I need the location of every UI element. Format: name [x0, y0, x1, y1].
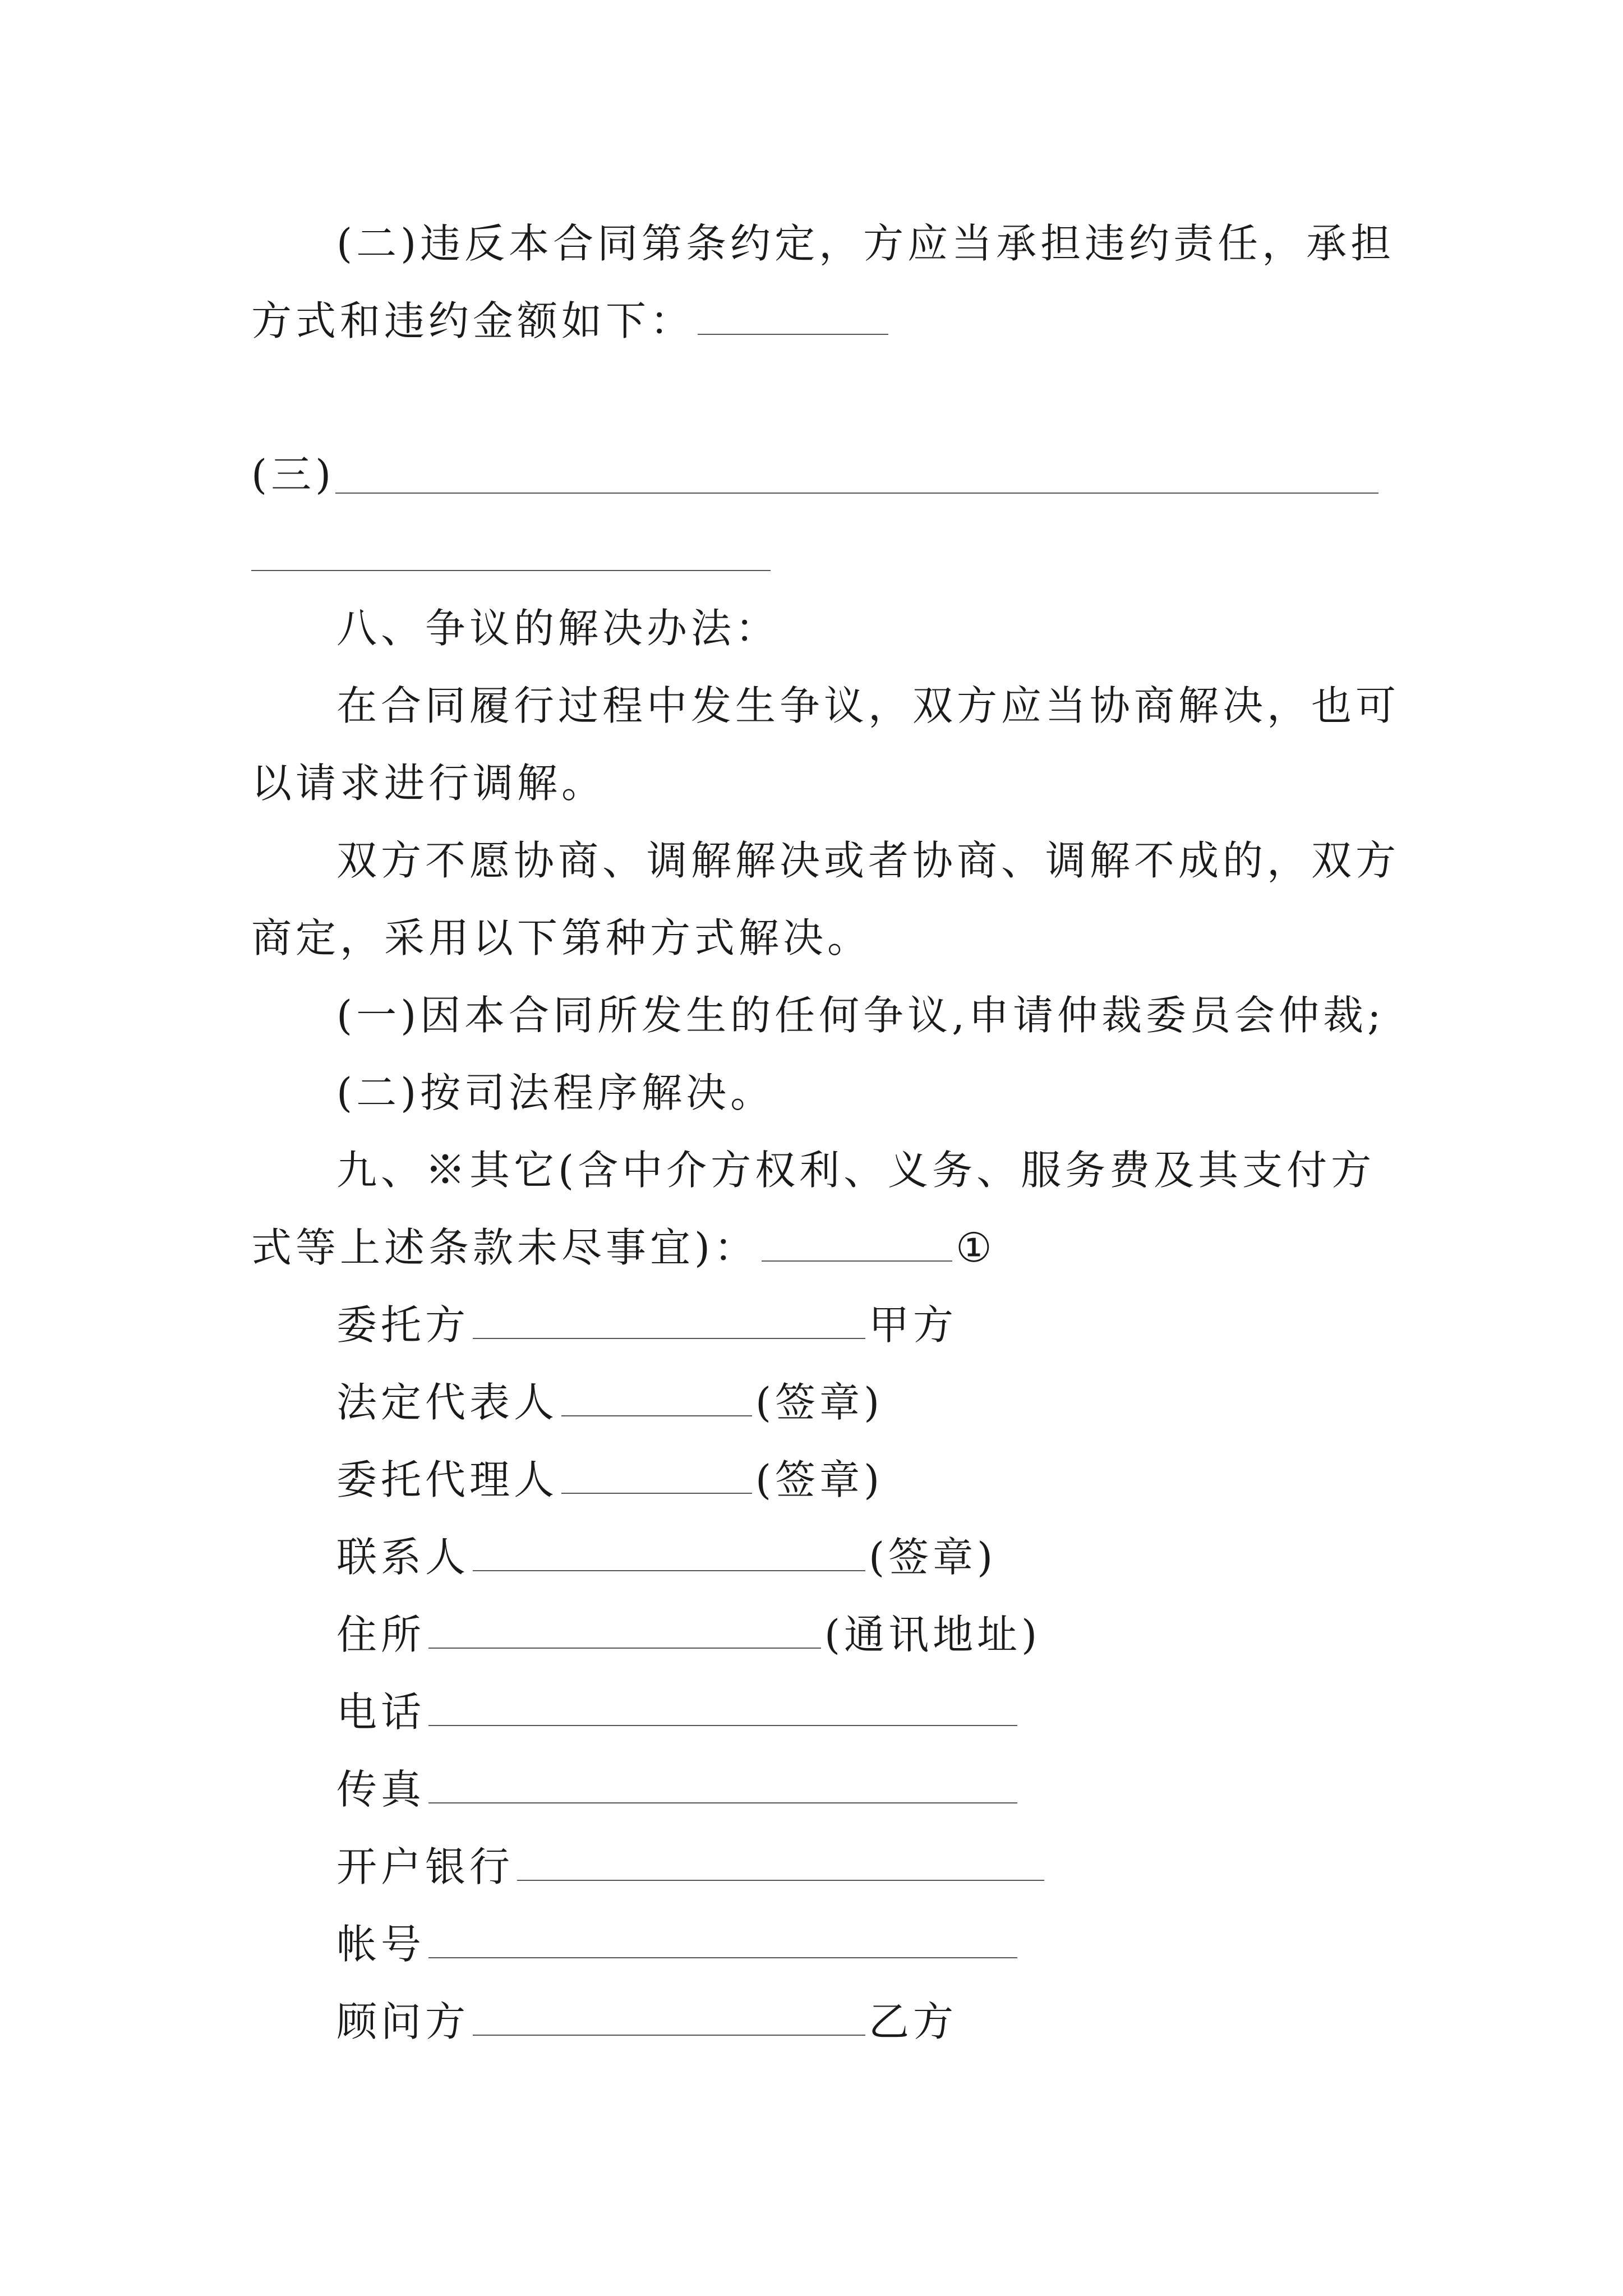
consultant-blank [473, 2034, 865, 2036]
section-9-line-1: 九、※其它(含中介方权利、义务、服务费及其支付方 [336, 1147, 1376, 1194]
contact-blank [473, 1570, 865, 1571]
fax-label: 传真 [336, 1766, 426, 1813]
phone-label: 电话 [336, 1688, 426, 1736]
account-label: 帐号 [336, 1921, 426, 1968]
legal-rep-row [336, 1379, 884, 1426]
penalty-blank [698, 333, 888, 335]
consultant-suffix: 乙方 [869, 1998, 958, 2045]
clause-2-line-1: (二)违反本合同第条约定，方应当承担违约责任，承担 [336, 220, 1395, 267]
section-9-line-2 [251, 1224, 996, 1271]
contact-suffix: (签章) [869, 1534, 997, 1581]
client-label: 委托方 [336, 1301, 470, 1349]
legal-rep-label: 法定代表人 [336, 1379, 559, 1426]
bank-blank [517, 1879, 1044, 1881]
clause-2-line-2-text: 方式和违约金额如下： [251, 297, 695, 344]
section-8-p2-line-1: 双方不愿协商、调解解决或者协商、调解不成的，双方 [336, 837, 1400, 884]
client-suffix: 甲方 [869, 1301, 958, 1349]
legal-rep-suffix: (签章) [755, 1379, 884, 1426]
agent-blank [561, 1492, 752, 1494]
other-terms-blank [762, 1260, 952, 1262]
phone-row [336, 1688, 1021, 1736]
clause-3-blank-line-2 [251, 570, 771, 571]
client-row [336, 1301, 958, 1349]
agent-suffix: (签章) [755, 1456, 884, 1503]
section-8-option-2: (二)按司法程序解决。 [336, 1069, 775, 1116]
section-9-line-2-text: 式等上述条款未尽事宜)： [251, 1224, 759, 1271]
client-blank [473, 1337, 865, 1339]
section-8-option-1: (一)因本合同所发生的任何争议,申请仲裁委员会仲裁; [336, 992, 1385, 1039]
phone-blank [428, 1724, 1017, 1726]
fax-blank [428, 1802, 1017, 1803]
clause-3-label: (三) [251, 451, 335, 498]
clause-2-line-2 [251, 297, 892, 344]
address-label: 住所 [336, 1611, 426, 1658]
consultant-row [336, 1998, 958, 2045]
fax-row [336, 1766, 1021, 1813]
bank-label: 开户银行 [336, 1843, 514, 1890]
agent-label: 委托代理人 [336, 1456, 559, 1503]
consultant-label: 顾问方 [336, 1998, 470, 2045]
contact-label: 联系人 [336, 1534, 470, 1581]
account-row [336, 1921, 1021, 1968]
section-8-p1-line-1: 在合同履行过程中发生争议，双方应当协商解决，也可 [336, 682, 1400, 729]
bank-row [336, 1843, 1048, 1890]
address-row [336, 1611, 1041, 1658]
clause-3-blank-line-1 [335, 493, 1378, 494]
agent-row [336, 1456, 884, 1503]
address-suffix: (通讯地址) [824, 1611, 1041, 1658]
contact-row [336, 1534, 997, 1581]
section-8-p1-line-2: 以请求进行调解。 [251, 760, 606, 807]
address-blank [428, 1647, 821, 1649]
account-blank [428, 1957, 1017, 1958]
section-8-title: 八、争议的解决办法： [336, 605, 780, 652]
footnote-mark: ① [956, 1224, 996, 1271]
section-8-p2-line-2: 商定，采用以下第种方式解决。 [251, 914, 872, 961]
legal-rep-blank [561, 1415, 752, 1416]
